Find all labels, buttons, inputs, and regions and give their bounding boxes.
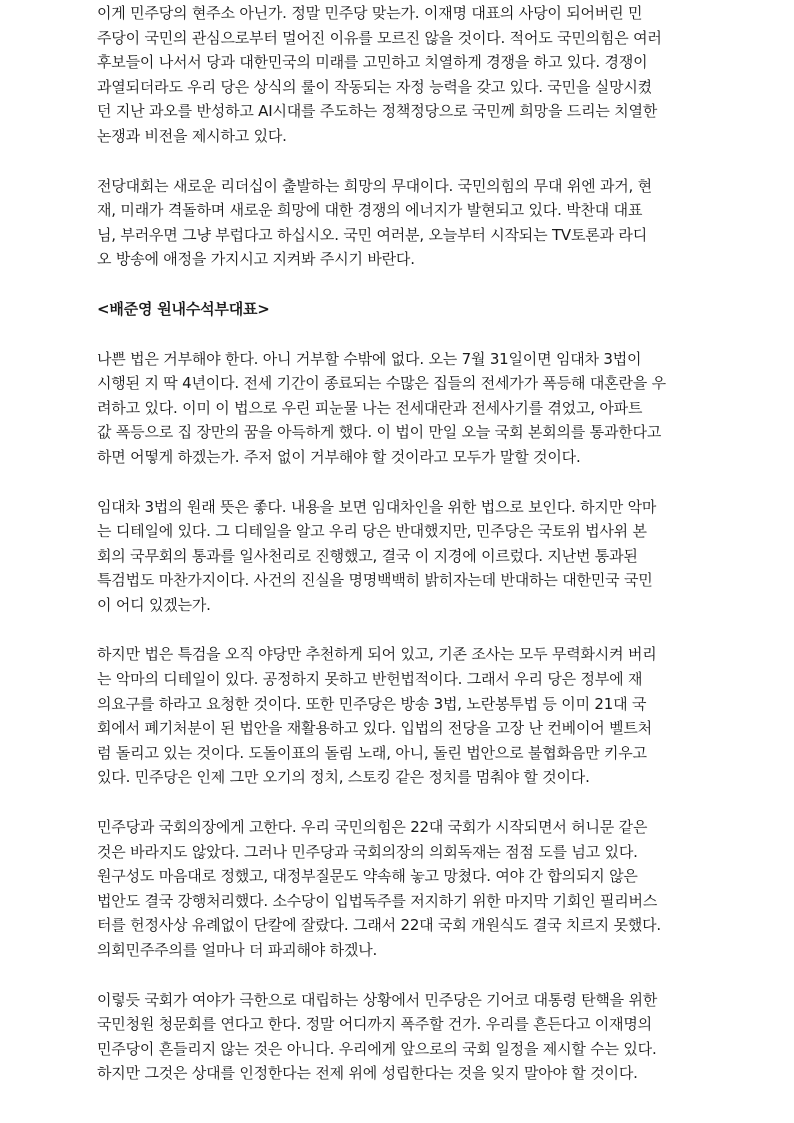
text-line: 논쟁과 비전을 제시하고 있다. xyxy=(97,126,287,145)
text-line: 회에서 폐기처분이 된 법안을 재활용하고 있다. 입법의 전당을 고장 난 컨베이어 벨트처 xyxy=(97,719,652,738)
section-heading: <배준영 원내수석부대표> xyxy=(97,299,270,318)
text-line: 값 폭등으로 집 장만의 꿈을 아득하게 했다. 이 법이 만일 오늘 국회 본회의를 통과한다고 xyxy=(97,423,662,442)
text-line: 님, 부러우면 그냥 부럽다고 하십시오. 국민 여러분, 오늘부터 시작되는 TV토론과 라디 xyxy=(97,225,647,244)
text-line: 재, 미래가 격돌하며 새로운 희망에 대한 경쟁의 에너지가 발현되고 있다. 박찬대 대표 xyxy=(97,201,643,220)
paragraph-3 xyxy=(97,347,697,470)
text-line: 법안도 결국 강행처리했다. 소수당이 입법독주를 저지하기 위한 마지막 기회인 필리버스 xyxy=(97,891,658,910)
text-line: 이게 민주당의 현주소 아닌가. 정말 민주당 맞는가. 이재명 대표의 사당이 되어버린 민 xyxy=(97,4,643,22)
text-line: 시행된 지 딱 4년이다. 전세 기간이 종료되는 수많은 집들의 전세가가 폭등해 대혼란을 우 xyxy=(97,374,666,393)
text-line: 원구성도 마음대로 정했고, 대정부질문도 약속해 놓고 망쳤다. 여야 간 합의되지 않은 xyxy=(97,867,638,886)
text-line: 회의 국무회의 통과를 일사천리로 진행했고, 결국 이 지경에 이르렀다. 지난번 통과된 xyxy=(97,546,638,565)
text-line: 려하고 있다. 이미 이 법으로 우린 피눈물 나는 전세대란과 전세사기를 겪었고, 아파트 xyxy=(97,398,643,417)
text-line: 민주당이 흔들리지 않는 것은 아니다. 우리에게 앞으로의 국회 일정을 제시할 수는 있다. xyxy=(97,1039,657,1058)
text-line: 의회민주주의를 얼마나 더 파괴해야 하겠나. xyxy=(97,941,378,959)
text-line: 후보들이 나서서 당과 대한민국의 미래를 고민하고 치열하게 경쟁을 하고 있다. 경쟁이 xyxy=(97,53,648,72)
text-line: 주당이 국민의 관심으로부터 멀어진 이유를 모르진 않을 것이다. 적어도 국민의힘은 여러 xyxy=(97,28,662,47)
text-line: 민주당과 국회의장에게 고한다. 우리 국민의힘은 22대 국회가 시작되면서 허니문 같은 xyxy=(97,818,648,837)
text-line: 이렇듯 국회가 여야가 극한으로 대립하는 상황에서 민주당은 기어코 대통령 탄핵을 위한 xyxy=(97,990,658,1009)
text-line: 의요구를 하라고 요청한 것이다. 또한 민주당은 방송 3법, 노란봉투법 등 이미 21대 국 xyxy=(97,694,647,713)
text-line: 국민청원 청문회를 연다고 한다. 정말 어디까지 폭주할 건가. 우리를 흔든다고 이재명의 xyxy=(97,1015,652,1034)
text-line: 것은 바라지도 않았다. 그러나 민주당과 국회의장의 의회독재는 점점 도를 넘고 있다. xyxy=(97,842,638,861)
text-line: 과열되더라도 우리 당은 상식의 룰이 작동되는 자정 능력을 갖고 있다. 국민을 실망시켰 xyxy=(97,77,652,96)
text-line: 던 지난 과오를 반성하고 AI시대를 주도하는 정책정당으로 국민께 희망을 드리는 치열한 xyxy=(97,102,658,121)
text-line: 럼 돌리고 있는 것이다. 도돌이표의 돌림 노래, 아니, 돌린 법안으로 불협화음만 키우고 xyxy=(97,743,647,762)
text-line: 특검법도 마찬가지이다. 사건의 진실을 명명백백히 밝히자는데 반대하는 대한민국 국민 xyxy=(97,571,653,590)
paragraph-2 xyxy=(97,174,697,272)
text-line: 는 디테일에 있다. 그 디테일을 알고 우리 당은 반대했지만, 민주당은 국토위 법사위 본 xyxy=(97,522,647,541)
text-line: 나쁜 법은 거부해야 한다. 아니 거부할 수밖에 없다. 오는 7월 31일이면 임대차 3법이 xyxy=(97,349,642,368)
text-line: 는 악마의 디테일이 있다. 공정하지 못하고 반헌법적이다. 그래서 우리 당은 정부에 재 xyxy=(97,670,643,689)
text-line: 오 방송에 애정을 가지시고 지켜봐 주시기 바란다. xyxy=(97,250,415,269)
paragraph-6 xyxy=(97,815,697,963)
document-body xyxy=(97,1,697,1111)
paragraph-1 xyxy=(97,1,697,149)
text-line: 전당대회는 새로운 리더십이 출발하는 희망의 무대이다. 국민의힘의 무대 위엔 과거, 현 xyxy=(97,176,652,195)
text-line: 터를 헌정사상 유례없이 단칼에 잘랐다. 그래서 22대 국회 개원식도 결국 치르지 못했다. xyxy=(97,916,661,935)
paragraph-5 xyxy=(97,642,697,790)
text-line: 있다. 민주당은 인제 그만 오기의 정치, 스토킹 같은 정치를 멈춰야 할 것이다. xyxy=(97,768,590,787)
text-line: 임대차 3법의 원래 뜻은 좋다. 내용을 보면 임대차인을 위한 법으로 보인다. 하지만 악마 xyxy=(97,497,657,516)
paragraph-4 xyxy=(97,495,697,618)
text-line: 하지만 그것은 상대를 인정한다는 전제 위에 성립한다는 것을 잊지 말아야 할 것이다. xyxy=(97,1064,638,1083)
text-line: 이 어디 있겠는가. xyxy=(97,595,211,614)
text-line: 하지만 법은 특검을 오직 야당만 추천하게 되어 있고, 기존 조사는 모두 무력화시켜 버리 xyxy=(97,645,657,664)
paragraph-7 xyxy=(97,988,697,1086)
text-line: 하면 어떻게 하겠는가. 주저 없이 거부해야 할 것이라고 모두가 말할 것이다. xyxy=(97,447,581,466)
